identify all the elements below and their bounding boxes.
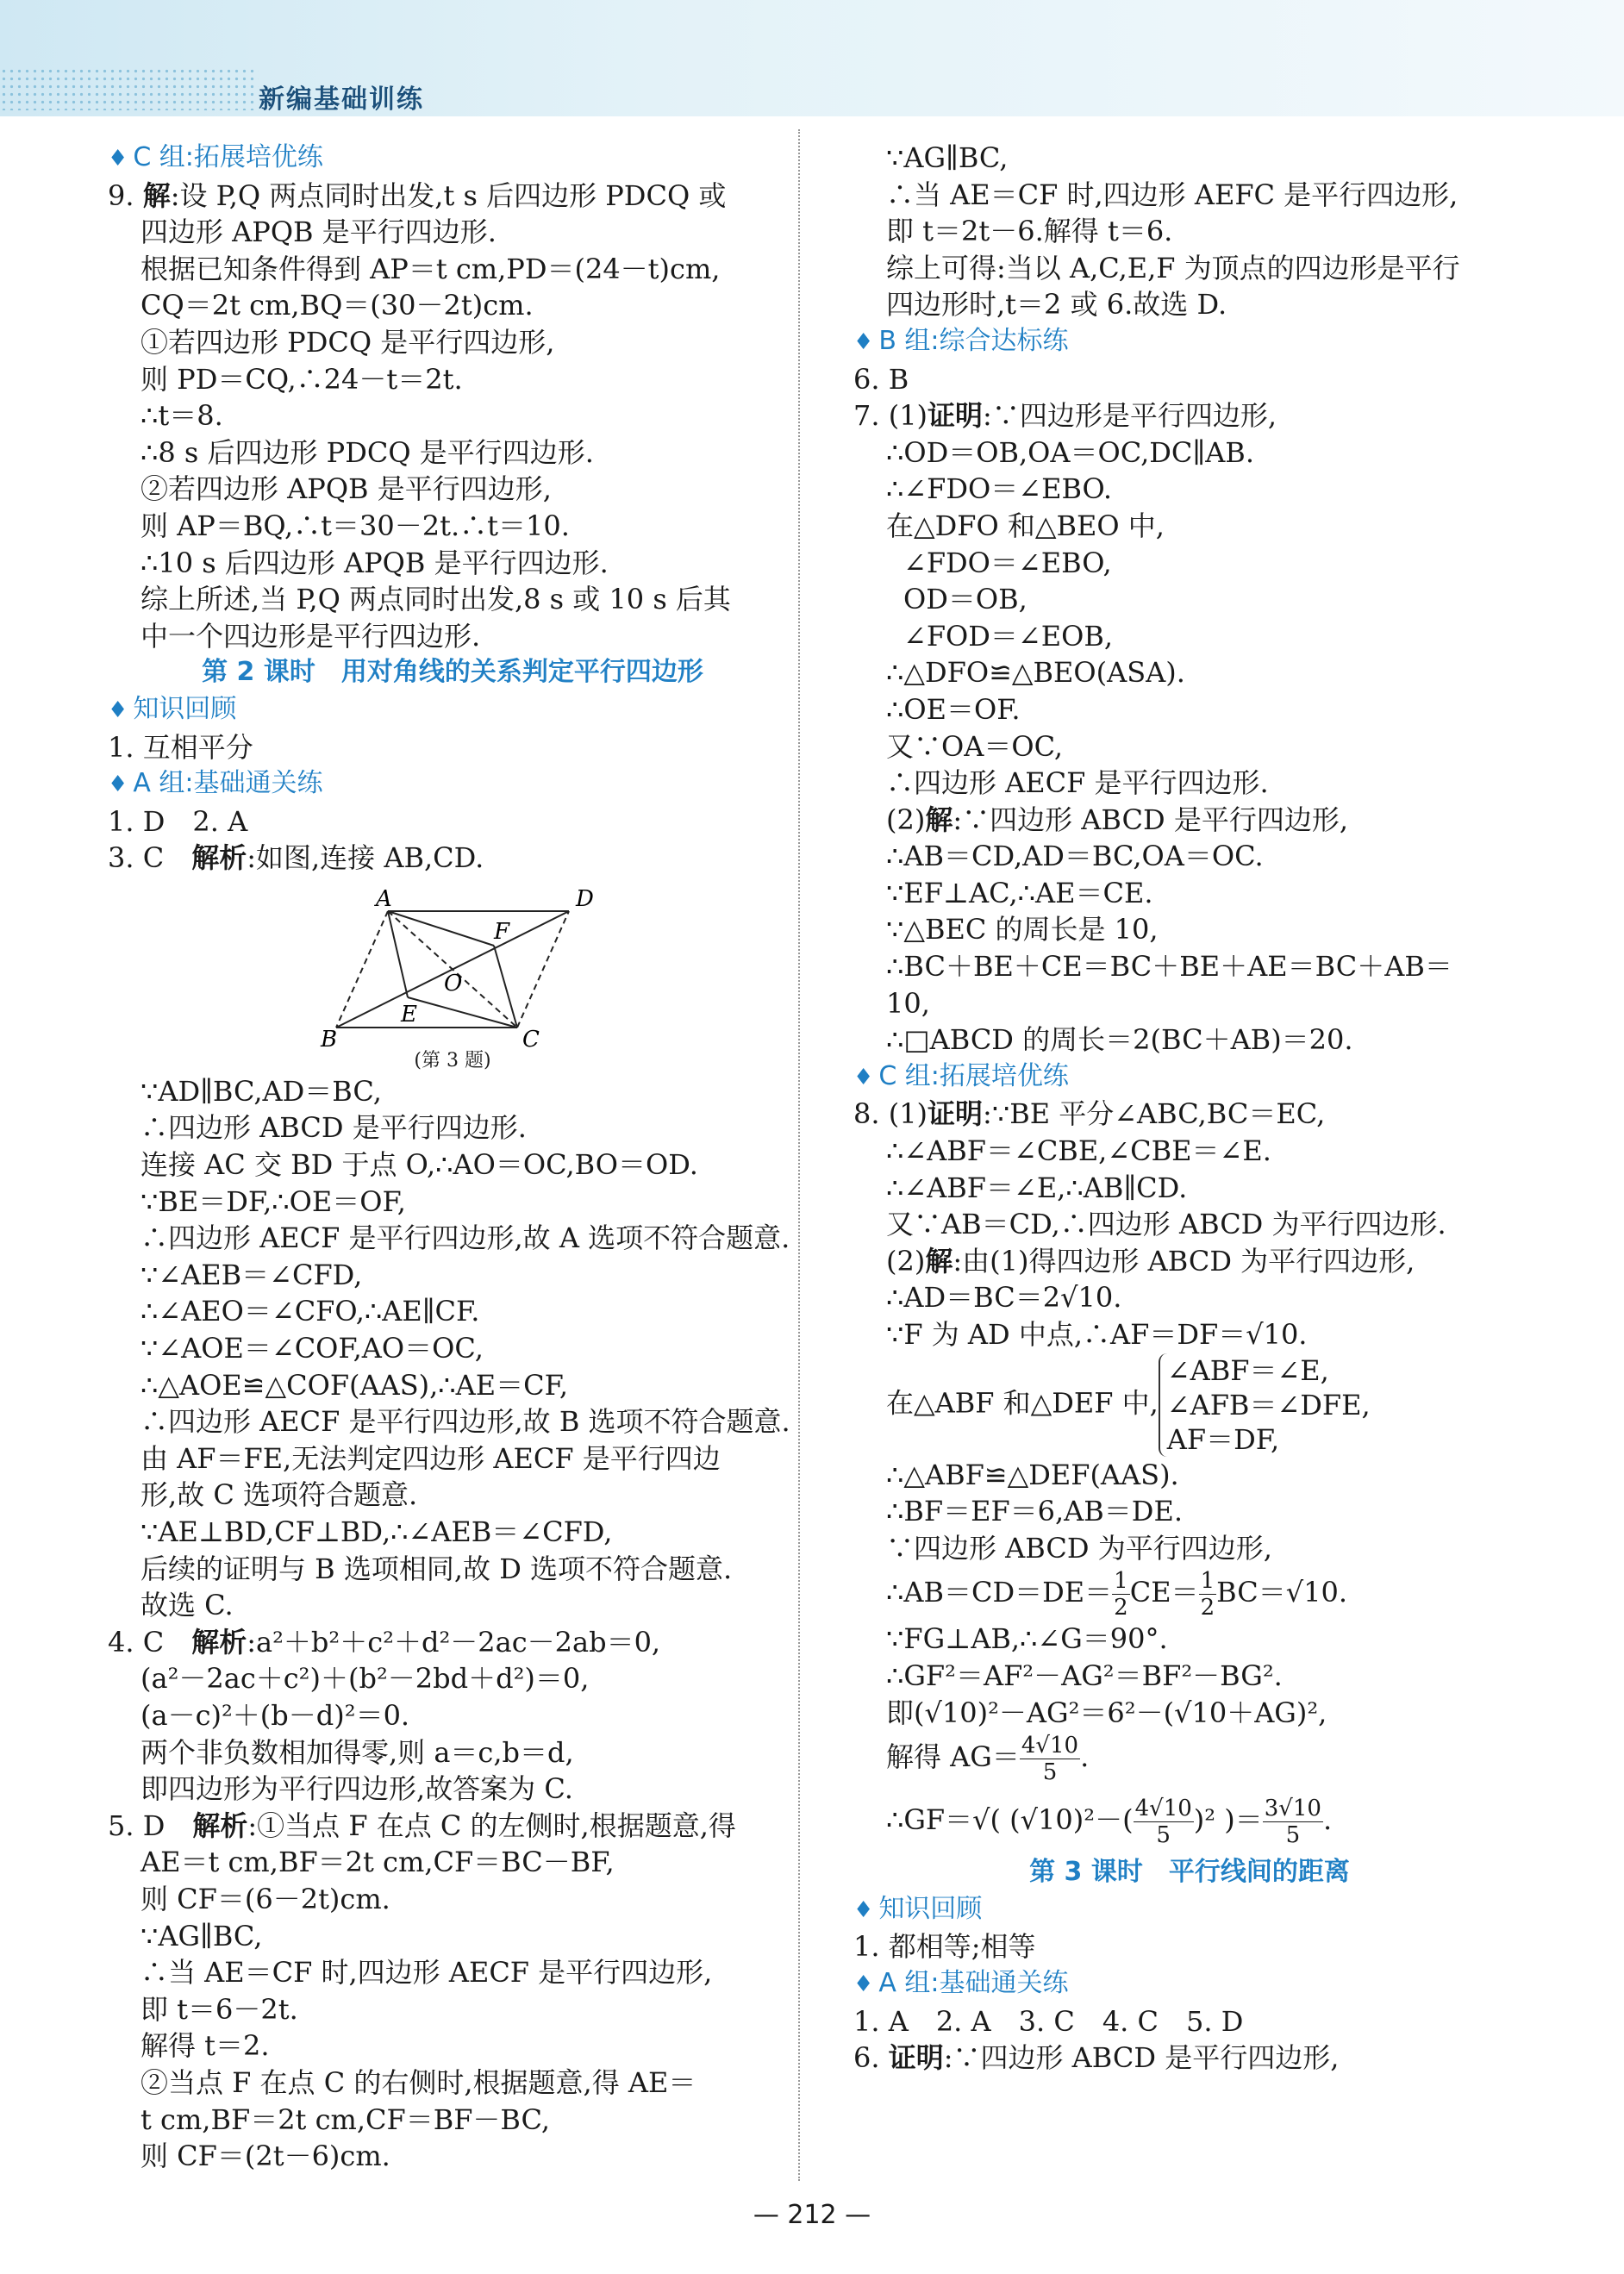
fraction — [1263, 1796, 1323, 1848]
text-line: ∵EF⊥AC,∴AE＝CE. — [886, 876, 1153, 909]
fraction-numerator: 3√10 — [1264, 1796, 1321, 1822]
lesson-title: 第 2 课时 用对角线的关系判定平行四边形 — [202, 657, 703, 688]
text-line: ∴AB＝CD,AD＝BC,OA＝OC. — [886, 840, 1264, 873]
section-heading — [853, 1891, 1526, 1929]
fraction-numerator: 4√10 — [1134, 1796, 1192, 1822]
diamond-icon: ♦ — [853, 328, 874, 355]
text-line: 则 PD＝CQ,∴24－t＝2t. — [141, 362, 463, 396]
text-line: ∴四边形 AECF 是平行四边形,故 A 选项不符合题意. — [141, 1221, 790, 1255]
section-title: A 组:基础通关练 — [878, 1967, 1069, 1998]
text-line: 又∵AB＝CD,∴四边形 ABCD 为平行四边形. — [886, 1208, 1446, 1241]
text-line: ∵四边形 ABCD 为平行四边形, — [886, 1531, 1272, 1565]
text-line: ∴GF²＝AF²－AG²＝BF²－BG². — [886, 1659, 1283, 1692]
text: . — [1322, 1803, 1333, 1837]
system-intro: 在△ABF 和△DEF 中, — [886, 1386, 1159, 1420]
lesson-title: 第 3 课时 平行线间的距离 — [1029, 1857, 1350, 1888]
text-line: ∴BC＋BE＋CE＝BC＋BE＋AE＝BC＋AB＝ — [886, 950, 1452, 984]
section-heading — [108, 765, 797, 803]
text-line: 由 AF＝FE,无法判定四边形 AECF 是平行四边 — [141, 1441, 721, 1475]
text-line: 连接 AC 交 BD 于点 O,∴AO＝OC,BO＝OD. — [141, 1148, 698, 1182]
text-line: 1. 互相平分 — [108, 730, 253, 764]
text-line: ∴四边形 AECF 是平行四边形,故 B 选项不符合题意. — [141, 1405, 790, 1439]
parallelogram-diagram — [108, 877, 797, 1049]
text-line: ∵AD∥BC,AD＝BC, — [141, 1074, 382, 1108]
text: ∴GF＝√( (√10)²－( — [886, 1803, 1134, 1837]
point-label-a: A — [376, 885, 392, 912]
fraction — [1112, 1568, 1130, 1621]
text-line: 6. 证明:∵四边形 ABCD 是平行四边形, — [853, 2041, 1340, 2075]
text-line: 9. 解:设 P,Q 两点同时出发,t s 后四边形 PDCQ 或 — [108, 178, 727, 212]
system-of-equations — [853, 1353, 1526, 1457]
point-label-b: B — [321, 1026, 338, 1049]
text-line: ∴∠ABF＝∠E,∴AB∥CD. — [886, 1171, 1188, 1204]
text-line: OD＝OB, — [903, 583, 1027, 616]
text-line: 综上可得:当以 A,C,E,F 为顶点的四边形是平行 — [886, 251, 1460, 284]
text-line: ∴∠ABF＝∠CBE,∠CBE＝∠E. — [886, 1134, 1271, 1168]
figure-parallelogram — [108, 877, 797, 1049]
fraction-line — [853, 1566, 1526, 1621]
text-line: 10, — [886, 986, 930, 1020]
fraction-line — [853, 1731, 1526, 1785]
text: ∴AB＝CD＝DE＝ — [886, 1576, 1113, 1609]
text-line: 则 AP＝BQ,∴t＝30－2t.∴t＝10. — [141, 509, 570, 542]
text-line: ②若四边形 APQB 是平行四边形, — [141, 472, 552, 506]
text-line: ①若四边形 PDCQ 是平行四边形, — [141, 325, 555, 359]
text-line: 故选 C. — [141, 1589, 234, 1622]
text-line: ∴∠AEO＝∠CFO,∴AE∥CF. — [141, 1295, 480, 1328]
page-number-value: 212 — [787, 2200, 837, 2230]
text-line: ∵∠AEB＝∠CFD, — [141, 1258, 363, 1291]
text-line: AE＝t cm,BF＝2t cm,CF＝BC－BF, — [141, 1846, 615, 1879]
header-banner — [0, 0, 1624, 116]
fraction-line — [853, 1785, 1526, 1854]
text-line: ∠FDO＝∠EBO, — [903, 546, 1112, 579]
text-line: 即(√10)²－AG²＝6²－(√10＋AG)², — [886, 1696, 1327, 1729]
text-line: 3. C 解析:如图,连接 AB,CD. — [108, 841, 484, 875]
text-line: (2)解:由(1)得四边形 ABCD 为平行四边形, — [886, 1244, 1415, 1278]
text-line: ∠FOD＝∠EOB, — [903, 619, 1114, 653]
fraction-denominator: 5 — [1285, 1822, 1301, 1849]
text-line: ∴AD＝BC＝2√10. — [886, 1281, 1122, 1315]
text-line: 在△DFO 和△BEO 中, — [886, 509, 1165, 542]
text-line: ∵AG∥BC, — [886, 141, 1009, 174]
text-line: 综上所述,当 P,Q 两点同时出发,8 s 或 10 s 后其 — [141, 583, 731, 616]
point-label-f: F — [494, 918, 510, 945]
section-heading — [108, 140, 797, 178]
text-line: ∵AE⊥BD,CF⊥BD,∴∠AEB＝∠CFD, — [141, 1515, 613, 1548]
section-title: C 组:拓展培优练 — [878, 1060, 1069, 1091]
left-column — [108, 140, 797, 2175]
section-title: 知识回顾 — [878, 1893, 983, 1924]
segment-ec — [408, 997, 517, 1028]
side-ab — [336, 911, 388, 1028]
point-label-c: C — [522, 1026, 540, 1049]
text-line: 四边形 APQB 是平行四边形. — [141, 216, 497, 249]
point-label-e: E — [401, 1001, 417, 1028]
text-line: ∴△ABF≌△DEF(AAS). — [886, 1458, 1179, 1491]
fraction — [1134, 1796, 1194, 1848]
fraction-numerator: 4√10 — [1021, 1733, 1079, 1759]
fraction-denominator: 2 — [1200, 1595, 1215, 1621]
text: . — [1080, 1740, 1090, 1774]
section-heading — [853, 323, 1526, 361]
text-line: 即 t＝6－2t. — [141, 1992, 298, 2026]
text-line: 中一个四边形是平行四边形. — [141, 619, 481, 653]
text-line: ∴∠FDO＝∠EBO. — [886, 472, 1113, 506]
text-line: 1. A 2. A 3. C 4. C 5. D — [853, 2004, 1244, 2038]
section-heading — [853, 1059, 1526, 1096]
column-divider — [798, 129, 800, 2181]
text: 解得 AG＝ — [886, 1740, 1020, 1774]
fraction-denominator: 2 — [1114, 1595, 1128, 1621]
diamond-icon: ♦ — [108, 146, 128, 172]
segment-ae — [388, 911, 408, 997]
diamond-icon: ♦ — [853, 1971, 874, 1997]
text-line: 即四边形为平行四边形,故答案为 C. — [141, 1772, 573, 1806]
text-line: ∴四边形 ABCD 是平行四边形. — [141, 1111, 527, 1145]
fraction-numerator: 1 — [1200, 1568, 1215, 1595]
diamond-icon: ♦ — [108, 697, 128, 723]
fraction — [1199, 1568, 1217, 1621]
text-line: 即 t＝2t－6.解得 t＝6. — [886, 215, 1173, 248]
text-line: ∴△AOE≌△COF(AAS),∴AE＝CF, — [141, 1368, 569, 1402]
section-title: A 组:基础通关练 — [133, 768, 323, 799]
text-line: CQ＝2t cm,BQ＝(30－2t)cm. — [141, 289, 534, 322]
text-line: t cm,BF＝2t cm,CF＝BF－BC, — [141, 2102, 551, 2136]
text-line: ∴四边形 AECF 是平行四边形. — [886, 766, 1269, 800]
text-line: ∴△DFO≌△BEO(ASA). — [886, 656, 1185, 690]
text-line: 4. C 解析:a²＋b²＋c²＋d²－2ac－2ab＝0, — [108, 1625, 661, 1659]
fraction-denominator: 5 — [1042, 1759, 1058, 1786]
text-line: ∵∠AOE＝∠COF,AO＝OC, — [141, 1332, 484, 1365]
section-heading — [853, 1965, 1526, 2003]
text-line: ∴OE＝OF. — [886, 692, 1021, 726]
segment-fc — [494, 946, 517, 1028]
text-line: 1. 都相等;相等 — [853, 1930, 1036, 1964]
brace-line: AF＝DF, — [1166, 1422, 1280, 1456]
text: )² )＝ — [1193, 1803, 1263, 1837]
book-title: 新编基础训练 — [259, 84, 424, 115]
brace-line: ∠AFB＝∠DFE, — [1166, 1388, 1371, 1421]
fraction — [1020, 1733, 1080, 1785]
text-line: 则 CF＝(6－2t)cm. — [141, 1882, 390, 1915]
brace-line: ∠ABF＝∠E, — [1166, 1353, 1329, 1387]
point-label-d: D — [576, 885, 594, 912]
side-cd — [517, 911, 569, 1028]
text-line: ∵AG∥BC, — [141, 1919, 263, 1952]
text-line: ∴10 s 后四边形 APQB 是平行四边形. — [141, 546, 609, 579]
text: CE＝ — [1129, 1576, 1199, 1609]
text-line: ∵F 为 AD 中点,∴AF＝DF＝√10. — [886, 1318, 1308, 1351]
text-line: 8. (1)证明:∵BE 平分∠ABC,BC＝EC, — [853, 1097, 1326, 1131]
text-line: ∴BF＝EF＝6,AB＝DE. — [886, 1495, 1183, 1528]
text-line: ∵△BEC 的周长是 10, — [886, 913, 1159, 946]
text-line: ∴□ABCD 的周长＝2(BC＋AB)＝20. — [886, 1023, 1353, 1057]
brace-group — [1159, 1353, 1371, 1457]
text-line: 形,故 C 选项符合题意. — [141, 1478, 418, 1512]
figure-caption: (第 3 题) — [414, 1049, 491, 1071]
section-title: C 组:拓展培优练 — [133, 142, 323, 172]
text-line: ∵FG⊥AB,∴∠G＝90°. — [886, 1622, 1168, 1656]
text-line: 5. D 解析:①当点 F 在点 C 的左侧时,根据题意,得 — [108, 1809, 736, 1842]
diamond-icon: ♦ — [108, 772, 128, 798]
text-line: 又∵OA＝OC, — [886, 729, 1064, 763]
text-line: ∴OD＝OB,OA＝OC,DC∥AB. — [886, 435, 1254, 469]
point-label-o: O — [444, 970, 463, 996]
text-line: (a－c)²＋(b－d)²＝0. — [141, 1698, 410, 1732]
text-line: 则 CF＝(2t－6)cm. — [141, 2140, 390, 2173]
text-line: (a²－2ac＋c²)＋(b²－2bd＋d²)＝0, — [141, 1662, 590, 1696]
section-title: B 组:综合达标练 — [878, 325, 1069, 356]
diamond-icon: ♦ — [853, 1896, 874, 1923]
text-line: ∴当 AE＝CF 时,四边形 AECF 是平行四边形, — [141, 1956, 713, 1990]
text-line: 后续的证明与 B 选项相同,故 D 选项不符合题意. — [141, 1552, 733, 1585]
text-line: (2)解:∵四边形 ABCD 是平行四边形, — [886, 803, 1349, 836]
text-line: 两个非负数相加得零,则 a＝c,b＝d, — [141, 1735, 574, 1769]
text-line: 根据已知条件得到 AP＝t cm,PD＝(24－t)cm, — [141, 252, 721, 285]
diamond-icon: ♦ — [853, 1064, 874, 1090]
text-line: ∴t＝8. — [141, 399, 223, 433]
segment-af — [388, 911, 494, 946]
section-title: 知识回顾 — [133, 693, 237, 724]
text-line: ②当点 F 在点 C 的右侧时,根据题意,得 AE＝ — [141, 2065, 696, 2099]
text-line: ∴8 s 后四边形 PDCQ 是平行四边形. — [141, 435, 594, 469]
section-heading — [108, 691, 797, 729]
fraction-denominator: 5 — [1156, 1822, 1171, 1849]
text-line: ∵BE＝DF,∴OE＝OF, — [141, 1184, 406, 1218]
page-number: — 212 — — [753, 2200, 871, 2230]
right-column — [853, 140, 1526, 2077]
dot-pattern — [0, 67, 259, 110]
text-line: 解得 t＝2. — [141, 2029, 270, 2063]
text-line: 1. D 2. A — [108, 804, 248, 838]
text: BC＝√10. — [1216, 1576, 1347, 1609]
text-line: 四边形时,t＝2 或 6.故选 D. — [886, 288, 1227, 322]
text-line: ∴当 AE＝CF 时,四边形 AEFC 是平行四边形, — [886, 178, 1458, 211]
fraction-numerator: 1 — [1114, 1568, 1128, 1595]
text-line: 7. (1)证明:∵四边形是平行四边形, — [853, 399, 1277, 433]
text-line: 6. B — [853, 362, 909, 396]
